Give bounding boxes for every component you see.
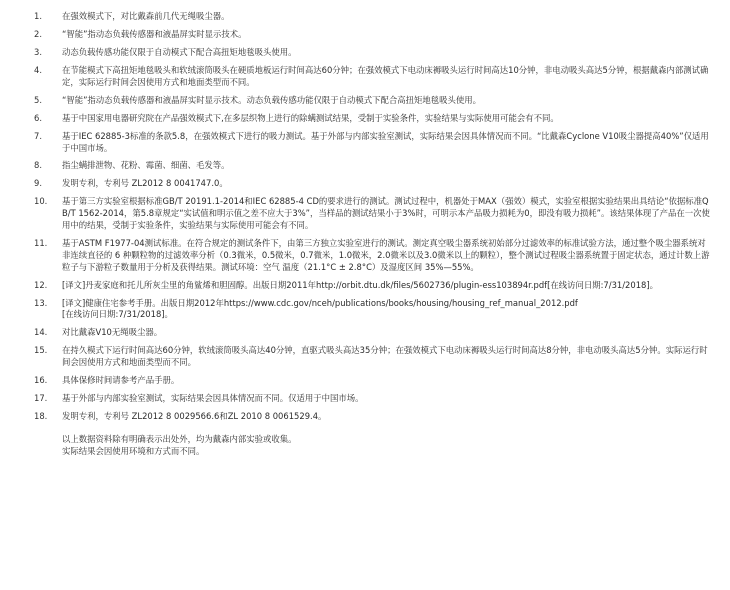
footnote-number: 11. [34, 238, 48, 249]
footnote-text: “智能”指动态负载传感器和液晶屏实时显示技术。 [62, 28, 247, 39]
footnote-number: 9. [34, 178, 42, 189]
footnote-text: 基于ASTM F1977-04测试标准。在符合规定的测试条件下，由第三方独立实验室进行的测试。测定真空吸尘器系统初始部分过滤效率的标准试验方法，通过整个吸尘器系统对非连续直径的 6 种颗粒物的过滤效率分析（0.3微米，0.5微米，0.7微米，1.0微米，2.0微米以及3.0微米以上的颗粒），整个测试过程吸尘器系统置于固定状态，通过计数上游粒子与下游粒子数量用于分析及获得结果。测试环境：空气 温度（21.1°C ± 2.8°C）及湿度区间 35%—55%。 [62, 238, 710, 272]
footnote-number: 8. [34, 160, 42, 171]
footnote-number: 17. [34, 393, 48, 404]
footnote-number: 14. [34, 327, 48, 338]
footnote-number: 12. [34, 279, 48, 290]
footnote-item [34, 11, 712, 23]
footnote-item [34, 375, 712, 387]
footnote-text: 对比戴森V10无绳吸尘器。 [62, 327, 163, 338]
footnote-number: 10. [34, 196, 48, 207]
footnote-item [34, 393, 712, 405]
footnote-item [34, 411, 712, 423]
footnote-item [34, 29, 712, 41]
footnote-number: 3. [34, 46, 42, 57]
footnote-number: 16. [34, 375, 48, 386]
footnote-number: 2. [34, 28, 42, 39]
footnote-text: 基于第三方实验室根据标准GB/T 20191.1-2014和IEC 62885-4 CD的要求进行的测试。测试过程中，机器处于MAX（强效）模式，实验室根据实验结果出具结论“依据标准QB/T 1562-2014，第5.8章规定“实试值和明示值之差不应大于3%”，当样品的测试结果小于3%时，可明示本产品吸力损耗为0，即没有吸力损耗”。该结果体现了产品在一次使用中的结果，受制于实验条件，实验结果与实际使用可能会有不同。 [62, 196, 710, 231]
footnote-item [34, 345, 712, 369]
footnote-text: 发明专利，专利号 ZL2012 8 0029566.6和ZL 2010 8 0061529.4。 [62, 411, 327, 422]
footnote-number: 5. [34, 94, 42, 105]
footnote-text: 在持久模式下运行时间高达60分钟，软绒滚筒吸头高达40分钟，直驱式吸头高达35分钟；在强效模式下电动床褥吸头运行时间高达8分钟，非电动吸头高达5分钟。实际运行时间会因使用方式和地面类型而不同。 [62, 345, 708, 368]
footnotes-list [34, 11, 712, 423]
footnote-number: 4. [34, 64, 42, 75]
footnote-item [34, 131, 712, 155]
footnote-item [34, 65, 712, 89]
footnote-item [34, 178, 712, 190]
footnote-text: 基于外部与内部实验室测试，实际结果会因具体情况而不同。仅适用于中国市场。 [62, 393, 364, 404]
footnote-item [34, 327, 712, 339]
footnote-item [34, 113, 712, 125]
footnote-item [34, 95, 712, 107]
footnote-number: 13. [34, 297, 48, 308]
footnote-text: [译文]丹麦家庭和托儿所灰尘里的角鲨烯和胆固醇。出版日期2011年http://orbit.dtu.dk/files/5602736/plugin-ess103894r.pdf[在线访问日期:7/31/2018]。 [62, 279, 659, 290]
footnote-text: 基于中国家用电器研究院在产品强效模式下,在多层织物上进行的除螨测试结果，受制于实验条件，实验结果与实际使用可能会有不同。 [62, 112, 559, 123]
footnote-item [34, 160, 712, 172]
footnote-text: 在节能模式下高扭矩地毯吸头和软绒滚筒吸头在硬质地板运行时间高达60分钟；在强效模式下电动床褥吸头运行时间高达10分钟，非电动吸头高达5分钟，根据戴森内部测试确定，实际运行时间会因使用方式和地面类型而不同。 [62, 64, 709, 87]
footnote-item [34, 280, 712, 292]
footnote-text: 基于IEC 62885-3标准的条款5.8，在强效模式下进行的吸力测试。基于外部与内部实验室测试，实际结果会因具体情况而不同。“比戴森Cyclone V10吸尘器提高40%”仅适用于中国市场。 [62, 130, 709, 153]
footnote-item [34, 298, 712, 322]
footnote-text: [译文]健康住宅参考手册。出版日期2012年https://www.cdc.gov/nceh/publications/books/housing/housing_ref_manual_2012.pdf [在线访问日期:7/31/2018]。 [62, 297, 578, 320]
footnote-item [34, 196, 712, 231]
footnote-number: 7. [34, 130, 42, 141]
footnote-number: 1. [34, 11, 42, 21]
footnote-text: 指尘螨排泄物、花粉、霉菌、细菌、毛发等。 [62, 160, 230, 171]
footnote-number: 15. [34, 345, 48, 356]
footnote-text: 动态负载传感功能仅限于自动模式下配合高扭矩地毯吸头使用。 [62, 46, 297, 57]
footnote-text: 发明专利，专利号 ZL2012 8 0041747.0。 [62, 178, 228, 189]
footnote-item [34, 47, 712, 59]
disclaimer-footer: 以上数据资料除有明确表示出处外，均为戴森内部实验或收集。 实际结果会因使用环境和方式而不同。 [62, 433, 297, 456]
footnote-item [34, 238, 712, 273]
footnote-text: 具体保修时间请参考产品手册。 [62, 375, 180, 386]
footnote-number: 18. [34, 411, 48, 422]
footnote-text: “智能”指动态负载传感器和液晶屏实时显示技术。动态负载传感功能仅限于自动模式下配合高扭矩地毯吸头使用。 [62, 94, 482, 105]
footnote-text: 在强效模式下，对比戴森前几代无绳吸尘器。 [62, 11, 230, 21]
footnote-number: 6. [34, 112, 42, 123]
